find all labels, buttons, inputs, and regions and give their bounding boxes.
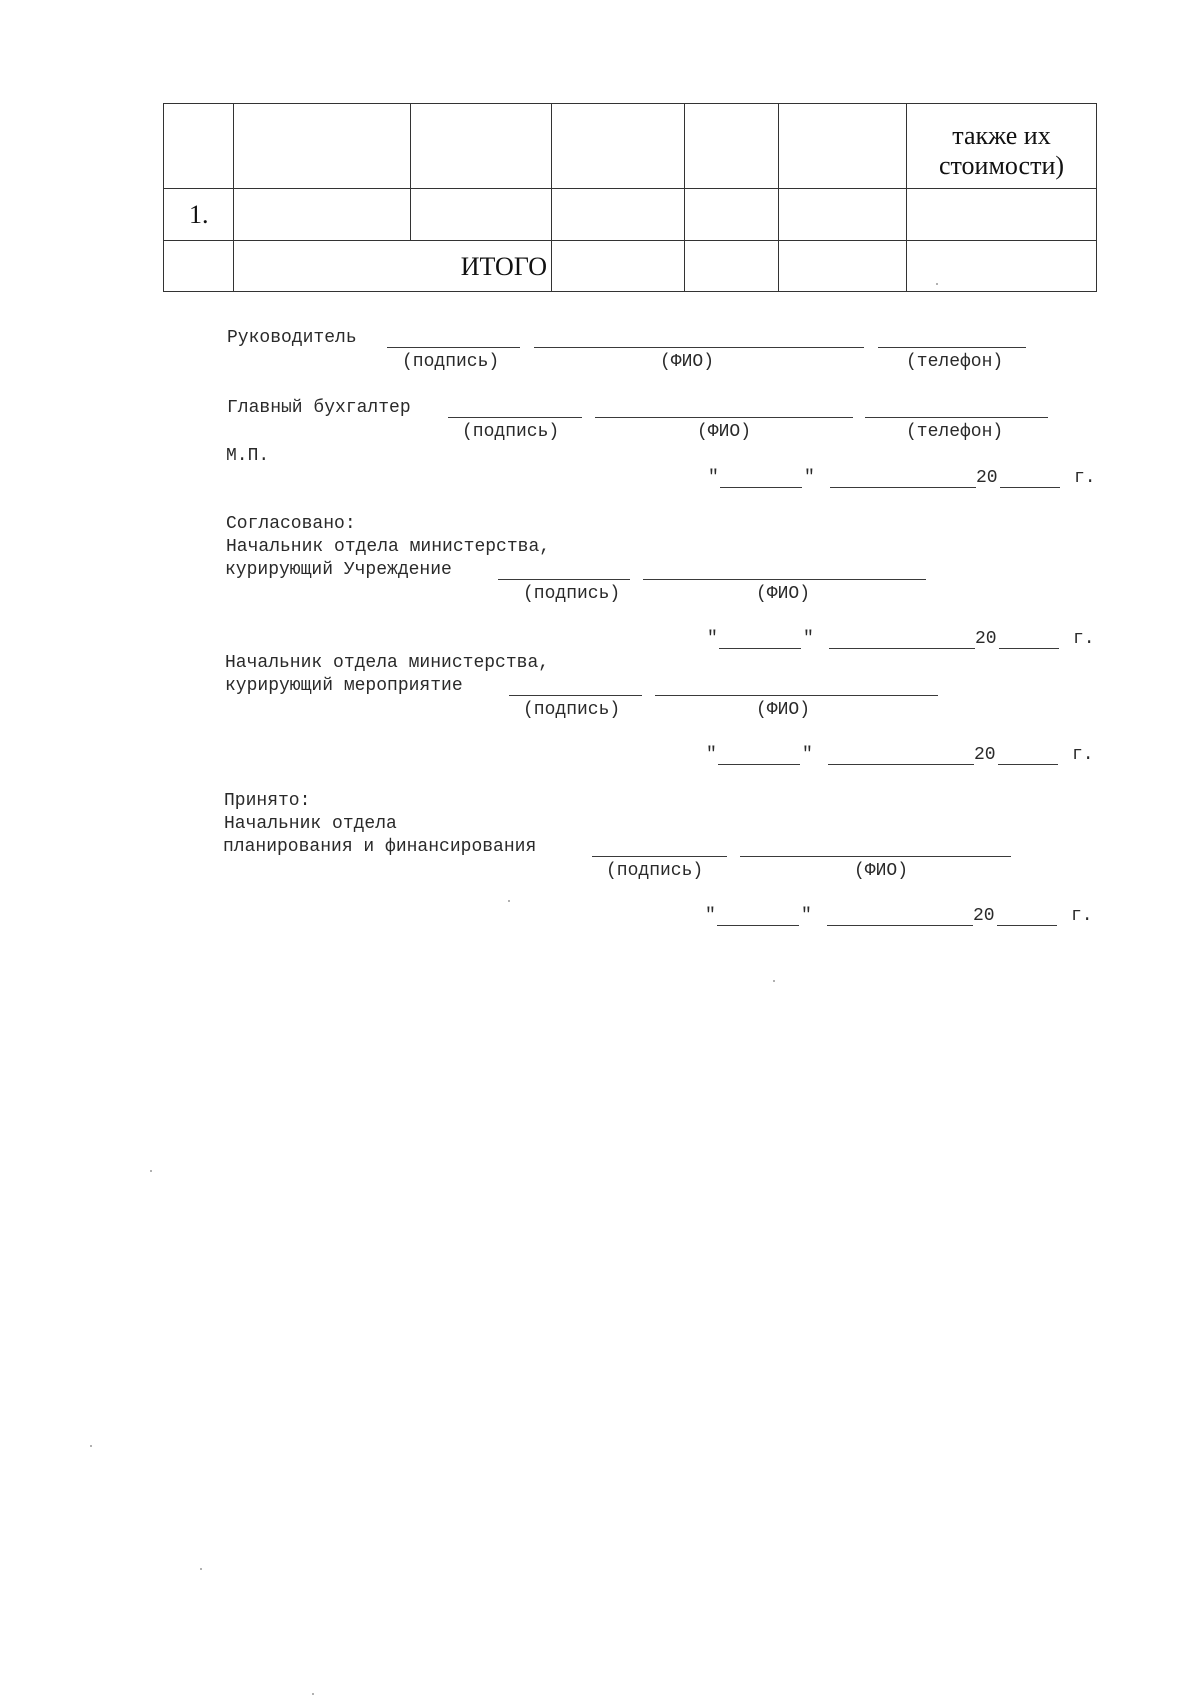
- table-col-divider: [233, 103, 234, 292]
- scan-speck: [936, 283, 938, 285]
- table-col-divider: [551, 103, 552, 292]
- curating-institution-label: курирующий Учреждение: [225, 560, 452, 580]
- date-month-line: [830, 487, 976, 488]
- scan-speck: [773, 980, 775, 982]
- date-year-prefix: 20: [974, 745, 996, 765]
- scan-speck: [200, 1568, 202, 1570]
- head-label: Руководитель: [227, 328, 357, 348]
- date-day-line: [717, 925, 799, 926]
- date-quote-close: ": [803, 629, 814, 649]
- date-year-prefix: 20: [976, 468, 998, 488]
- event-fio-caption: (ФИО): [756, 700, 811, 720]
- curating-event-label: курирующий мероприятие: [225, 676, 463, 696]
- scan-speck: [508, 900, 510, 902]
- row-number: 1.: [189, 200, 209, 229]
- head-fio-caption: (ФИО): [660, 352, 715, 372]
- date-year-prefix: 20: [973, 906, 995, 926]
- planning-signature-caption: (подпись): [606, 861, 704, 881]
- scan-speck: [90, 1445, 92, 1447]
- accountant-signature-caption: (подпись): [462, 422, 560, 442]
- cost-table: [163, 103, 1097, 292]
- date-year-suffix: г.: [1071, 906, 1093, 926]
- stamp-label: М.П.: [226, 446, 270, 466]
- institution-fio-line: [643, 579, 926, 580]
- date-quote-close: ": [804, 468, 815, 488]
- table-col-divider: [410, 103, 411, 240]
- date-day-line: [719, 648, 801, 649]
- accountant-phone-caption: (телефон): [906, 422, 1004, 442]
- table-header-cell: [906, 121, 1097, 181]
- accountant-fio-caption: (ФИО): [697, 422, 752, 442]
- date-quote-close: ": [802, 745, 813, 765]
- date-quote-open: ": [706, 745, 717, 765]
- planning-fio-line: [740, 856, 1011, 857]
- total-label: ИТОГО: [460, 252, 547, 281]
- date-month-line: [827, 925, 973, 926]
- institution-fio-caption: (ФИО): [756, 584, 811, 604]
- date-year-suffix: г.: [1074, 468, 1096, 488]
- head-signature-caption: (подпись): [402, 352, 500, 372]
- agreed-label: Согласовано:: [226, 514, 356, 534]
- date-month-line: [829, 648, 975, 649]
- scan-speck: [312, 1693, 314, 1695]
- table-col-divider: [684, 103, 685, 292]
- date-quote-open: ": [707, 629, 718, 649]
- institution-signature-caption: (подпись): [523, 584, 621, 604]
- date-year-suffix: г.: [1073, 629, 1095, 649]
- date-day-line: [718, 764, 800, 765]
- date-month-line: [828, 764, 974, 765]
- head-phone-line: [878, 347, 1026, 348]
- date-year-line: [999, 648, 1059, 649]
- date-year-suffix: г.: [1072, 745, 1094, 765]
- header-text-line: стоимости): [938, 151, 1065, 180]
- planning-dept-label: Начальник отдела: [224, 814, 397, 834]
- planning-finance-label: планирования и финансирования: [223, 837, 537, 857]
- table-col-divider: [778, 103, 779, 292]
- dept-head-label: Начальник отдела министерства,: [226, 537, 551, 557]
- accepted-label: Принято:: [224, 791, 311, 811]
- planning-signature-line: [592, 856, 727, 857]
- accountant-phone-line: [865, 417, 1048, 418]
- head-fio-line: [534, 347, 864, 348]
- table-row-divider: [163, 188, 1097, 189]
- date-year-line: [997, 925, 1057, 926]
- date-year-prefix: 20: [975, 629, 997, 649]
- date-day-line: [720, 487, 802, 488]
- institution-signature-line: [498, 579, 630, 580]
- chief-accountant-label: Главный бухгалтер: [227, 398, 411, 418]
- head-phone-caption: (телефон): [906, 352, 1004, 372]
- date-quote-open: ": [705, 906, 716, 926]
- date-quote-close: ": [801, 906, 812, 926]
- accountant-signature-line: [448, 417, 582, 418]
- event-signature-line: [509, 695, 642, 696]
- header-text-line: также их: [952, 121, 1051, 150]
- scan-speck: [150, 1170, 152, 1172]
- head-signature-line: [387, 347, 520, 348]
- date-year-line: [998, 764, 1058, 765]
- accountant-fio-line: [595, 417, 853, 418]
- table-row-divider: [163, 240, 1097, 241]
- planning-fio-caption: (ФИО): [854, 861, 909, 881]
- event-fio-line: [655, 695, 938, 696]
- event-signature-caption: (подпись): [523, 700, 621, 720]
- date-quote-open: ": [708, 468, 719, 488]
- date-year-line: [1000, 487, 1060, 488]
- dept-head-label: Начальник отдела министерства,: [225, 653, 550, 673]
